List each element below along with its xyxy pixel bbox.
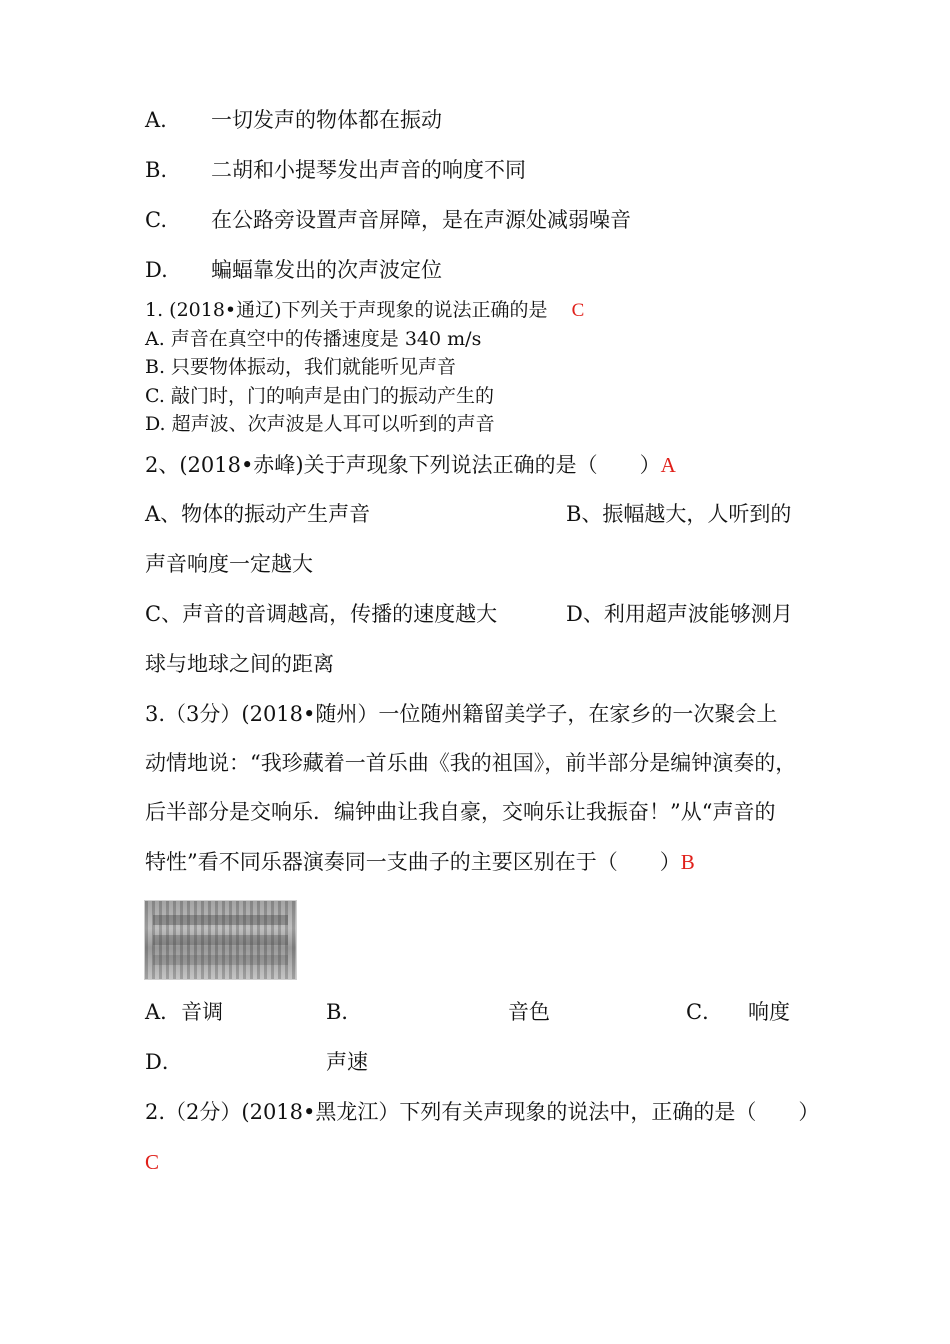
q3-line-1: 3.（3分）(2018•随州）一位随州籍留美学子，在家乡的一次聚会上 — [145, 702, 778, 726]
q4-stem: 2.（2分）(2018•黑龙江）下列有关声现象的说法中，正确的是（ ） — [145, 1100, 820, 1124]
q3-option-c-label: C． — [686, 1000, 724, 1024]
q3-option-a — [145, 998, 223, 1026]
option-a-text: 一切发声的物体都在振动 — [211, 108, 442, 132]
option-a-label: A. — [145, 108, 167, 132]
q2-stem-row — [145, 451, 676, 479]
option-c-row — [145, 206, 631, 234]
q3-option-d-label: D． — [145, 1050, 183, 1074]
q2-stem: 2、(2018•赤峰)关于声现象下列说法正确的是（ ） — [145, 453, 661, 477]
q2-answer: A — [660, 453, 676, 477]
q3-line-3: 后半部分是交响乐．编钟曲让我自豪，交响乐让我振奋！”从“声音的 — [145, 800, 776, 824]
option-b-label: B. — [145, 158, 168, 182]
q1-stem-row — [145, 298, 584, 323]
q1-option-d: D. 超声波、次声波是人耳可以听到的声音 — [145, 413, 495, 435]
q2-option-d-part1: D、利用超声波能够测月 — [566, 602, 793, 626]
q1-option-c: C. 敲门时，门的响声是由门的振动产生的 — [145, 385, 494, 407]
q3-option-b-label: B． — [326, 1000, 363, 1024]
q2-option-b-part2: 声音响度一定越大 — [145, 552, 313, 576]
q3-option-b-text: 音色 — [508, 1000, 550, 1024]
option-d-row — [145, 256, 442, 284]
q3-line-4: 特性”看不同乐器演奏同一支曲子的主要区别在于（ ） — [145, 850, 681, 874]
q2-option-d-part2: 球与地球之间的距离 — [145, 652, 334, 676]
q3-option-d-text: 声速 — [326, 1050, 368, 1074]
q2-option-a: A、物体的振动产生声音 — [145, 502, 371, 526]
q1-stem: 1. (2018•通辽)下列关于声现象的说法正确的是 — [145, 299, 548, 321]
option-b-text: 二胡和小提琴发出声音的响度不同 — [211, 158, 526, 182]
q1-option-b: B. 只要物体振动，我们就能听见声音 — [145, 356, 457, 378]
q3-option-a-label: A． — [145, 1000, 182, 1024]
option-d-label: D. — [145, 258, 168, 282]
q3-option-c-text: 响度 — [748, 1000, 790, 1024]
q2-option-c: C、声音的音调越高，传播的速度越大 — [145, 602, 498, 626]
q2-option-b-part1: B、振幅越大，人听到的 — [566, 502, 792, 526]
option-c-label: C. — [145, 208, 167, 232]
bianzhong-photo — [144, 900, 297, 980]
q3-line-2: 动情地说：“我珍藏着一首乐曲《我的祖国》，前半部分是编钟演奏的， — [145, 751, 797, 775]
option-c-text: 在公路旁设置声音屏障，是在声源处减弱噪音 — [211, 208, 631, 232]
q1-answer: C — [571, 300, 585, 321]
q3-option-a-text: 音调 — [181, 1000, 224, 1024]
q4-answer: C — [145, 1150, 160, 1174]
option-b-row — [145, 156, 526, 184]
option-d-text: 蝙蝠靠发出的次声波定位 — [211, 258, 442, 282]
q3-answer: B — [680, 850, 695, 874]
q1-option-a: A. 声音在真空中的传播速度是 340 m/s — [145, 328, 482, 350]
option-a-row — [145, 106, 442, 134]
q3-line-4-row — [145, 848, 695, 876]
